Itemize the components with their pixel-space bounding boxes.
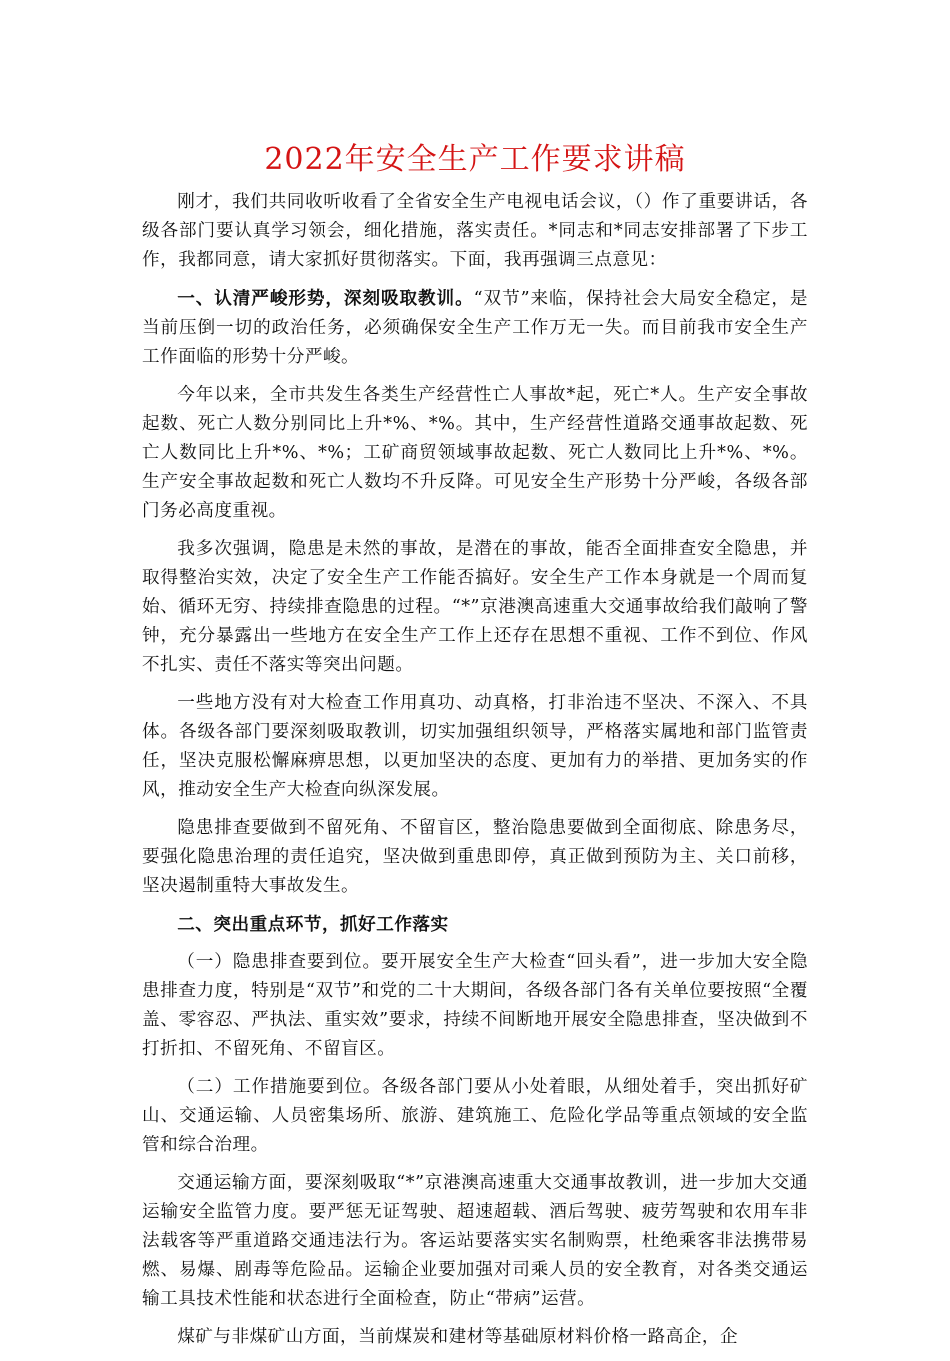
paragraph-rectification: 隐患排查要做到不留死角、不留盲区，整治隐患要做到全面彻底、除患务尽，要强化隐患治理的责任追究，坚决做到重患即停，真正做到预防为主、关口前移，坚决遏制重特大事故发生。 <box>142 818 808 896</box>
paragraph-inspection: 一些地方没有对大检查工作用真功、动真格，打非治违不坚决、不深入、不具体。各级各部门要深刻吸取教训，切实加强组织领导，严格落实属地和部门监管责任，坚决克服松懈麻痹思想，以更加坚决的态度、更加有力的举措、更加务实的作风，推动安全生产大检查向纵深发展。 <box>142 693 808 800</box>
paragraph-section-1 <box>142 284 808 372</box>
section-2-heading: 二、突出重点环节，抓好工作落实 <box>177 914 449 935</box>
paragraph-intro: 刚才，我们共同收听收看了全省安全生产电视电话会议，（）作了重要讲话，各级各部门要认真学习领会，细化措施，落实责任。*同志和*同志安排部署了下步工作，我都同意，请大家抓好贯彻落实。下面，我再强调三点意见： <box>142 192 808 270</box>
paragraph-statistics: 今年以来，全市共发生各类生产经营性亡人事故*起，死亡*人。生产安全事故起数、死亡人数分别同比上升*%、*%。其中，生产经营性道路交通事故起数、死亡人数同比上升*%、*%；工矿商贸领域事故起数、死亡人数同比上升*%、*%。生产安全事故起数和死亡人数均不升反降。可见安全生产形势十分严峻，各级各部门务必高度重视。 <box>142 385 808 521</box>
section-1-text: “双节”来临，保持社会大局安全稳定，是当前压倒一切的政治任务，必须确保安全生产工作万无一失。而目前我市安全生产工作面临的形势十分严峻。 <box>142 289 808 367</box>
document-body <box>142 188 808 1361</box>
paragraph-hazards: 我多次强调，隐患是未然的事故，是潜在的事故，能否全面排查安全隐患，并取得整治实效，决定了安全生产工作能否搞好。安全生产工作本身就是一个周而复始、循环无穷、持续排查隐患的过程。“*”京港澳高速重大交通事故给我们敲响了警钟，充分暴露出一些地方在安全生产工作上还存在思想不重视、工作不到位、作风不扎实、责任不落实等突出问题。 <box>142 539 808 675</box>
paragraph-mining: 煤矿与非煤矿山方面，当前煤炭和建材等基础原材料价格一路高企，企 <box>177 1327 739 1347</box>
paragraph-transport: 交通运输方面，要深刻吸取“*”京港澳高速重大交通事故教训，进一步加大交通运输安全监管力度。要严惩无证驾驶、超速超载、酒后驾驶、疲劳驾驶和农用车非法载客等严重道路交通违法行为。客运站要落实实名制购票，杜绝乘客非法携带易燃、易爆、剧毒等危险品。运输企业要加强对司乘人员的安全教育，对各类交通运输工具技术性能和状态进行全面检查，防止“带病”运营。 <box>142 1173 808 1309</box>
section-1-heading: 一、认清严峻形势，深刻吸取教训。 <box>177 288 474 309</box>
paragraph-item-1: （一）隐患排查要到位。要开展安全生产大检查“回头看”，进一步加大安全隐患排查力度，特别是“双节”和党的二十大期间，各级各部门各有关单位要按照“全覆盖、零容忍、严执法、重实效”要求，持续不间断地开展安全隐患排查，坚决做到不打折扣、不留死角、不留盲区。 <box>142 952 808 1059</box>
paragraph-item-2: （二）工作措施要到位。各级各部门要从小处着眼，从细处着手，突出抓好矿山、交通运输、人员密集场所、旅游、建筑施工、危险化学品等重点领域的安全监管和综合治理。 <box>142 1077 808 1155</box>
document-title: 2022年安全生产工作要求讲稿 <box>264 142 686 177</box>
